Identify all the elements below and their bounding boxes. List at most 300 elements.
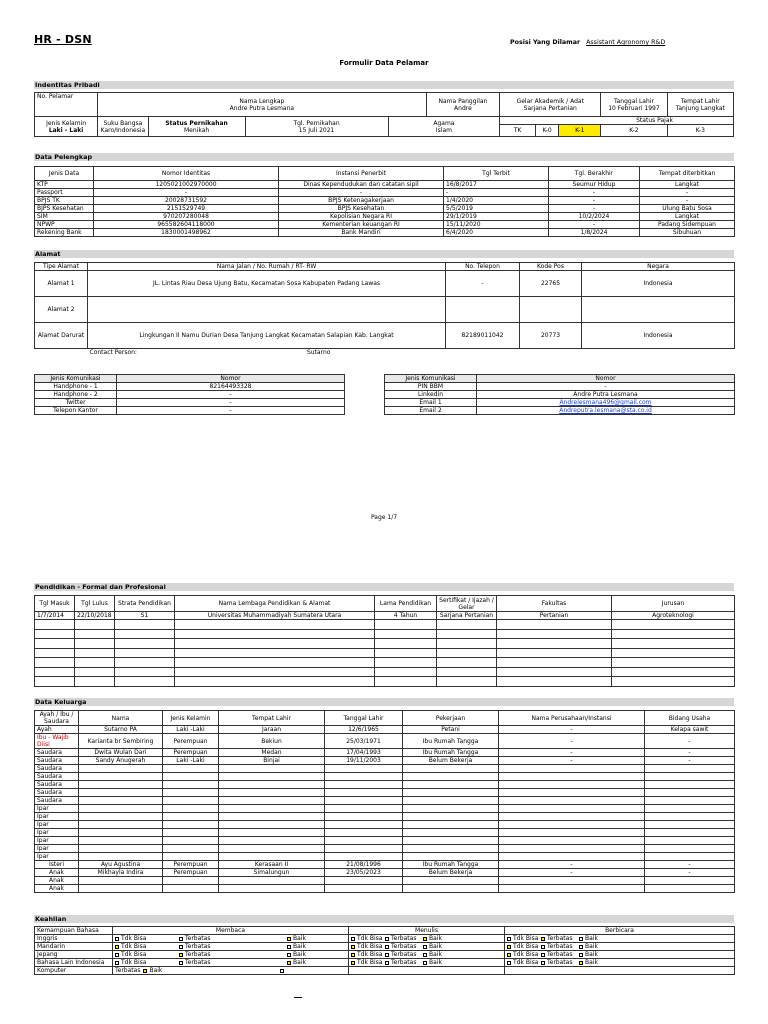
keluarga-cell — [219, 805, 325, 813]
skill-option-terbatas[interactable] — [541, 951, 575, 958]
keluarga-cell — [219, 781, 325, 789]
alamat-postal — [520, 297, 582, 323]
checkbox-icon[interactable] — [179, 961, 183, 965]
skill-option-tdk[interactable] — [351, 951, 385, 958]
pendidikan-cell — [612, 639, 735, 649]
pelengkap-cell: SIM — [35, 213, 94, 221]
tempat-lahir-value: Tanjung Langkat — [675, 104, 725, 112]
tgl-lahir-label: Tanggal Lahir — [613, 97, 654, 105]
pajak-label: Status Pajak — [500, 117, 734, 125]
skill-option-terbatas[interactable] — [179, 943, 243, 950]
keluarga-cell — [163, 789, 219, 797]
panggilan-label: Nama Panggilan — [438, 97, 488, 105]
skill-option-baik[interactable] — [579, 943, 619, 950]
skill-option-tdk[interactable] — [115, 935, 179, 942]
skill-option-label: Tdk Bisa — [513, 935, 539, 942]
checkbox-icon[interactable] — [179, 945, 183, 949]
skill-option-baik[interactable] — [579, 959, 619, 966]
pendidikan-cell — [75, 677, 115, 687]
pendidikan-cell — [375, 677, 437, 687]
pendidikan-cell: 4 Tahun — [375, 612, 437, 620]
checkbox-icon[interactable] — [423, 937, 427, 941]
keluarga-cell — [645, 853, 735, 861]
checkbox-icon[interactable] — [507, 953, 511, 957]
pelengkap-cell: 20028731592 — [94, 197, 279, 205]
komunikasi-cell: Twitter — [35, 399, 117, 407]
alamat-country: Indonesia — [582, 323, 735, 349]
skill-option-terbatas[interactable] — [179, 935, 243, 942]
keluarga-cell — [645, 845, 735, 853]
keluarga-cell — [163, 781, 219, 789]
komunikasi-cell: PIN BBM — [385, 383, 477, 391]
pajak-option[interactable]: K-0 — [536, 125, 559, 137]
pelengkap-cell: - — [94, 189, 279, 197]
keluarga-cell: Anak — [35, 869, 79, 877]
checkbox-icon[interactable] — [541, 945, 545, 949]
skill-option-label: Tdk Bisa — [121, 959, 147, 966]
suku-label: Suku Bangsa — [103, 119, 143, 127]
keluarga-cell — [79, 805, 163, 813]
keluarga-row — [35, 829, 735, 837]
checkbox-icon[interactable] — [351, 953, 355, 957]
skill-option-tdk[interactable] — [115, 943, 179, 950]
agama-value: Islam — [435, 126, 452, 134]
checkbox-icon[interactable] — [385, 937, 389, 941]
skill-s-cell — [505, 935, 735, 943]
checkbox-icon[interactable] — [423, 953, 427, 957]
keluarga-cell — [219, 821, 325, 829]
komunikasi-cell: Handphone - 1 — [35, 383, 117, 391]
komunikasi-cell: Linkedin — [385, 391, 477, 399]
keluarga-cell — [325, 853, 403, 861]
pelengkap-cell: Padang Sidempuan — [640, 221, 735, 229]
pendidikan-cell — [497, 620, 612, 630]
keluarga-cell — [645, 805, 735, 813]
keluarga-cell: Kerasaan II — [219, 861, 325, 869]
checkbox-icon[interactable] — [287, 961, 291, 965]
keluarga-cell — [499, 845, 645, 853]
skill-option-tdk[interactable] — [351, 943, 385, 950]
keluarga-table — [34, 710, 735, 893]
checkbox-icon[interactable] — [579, 937, 583, 941]
pelengkap-cell: - — [549, 189, 640, 197]
keluarga-cell: Karianta br Sembiring — [79, 734, 163, 749]
skill-option-baik[interactable] — [579, 951, 619, 958]
komunikasi-cell: - — [117, 399, 345, 407]
pendidikan-cell — [497, 639, 612, 649]
skill-option-label: Baik — [293, 951, 306, 958]
komunikasi-cell: Handphone - 2 — [35, 391, 117, 399]
keluarga-cell — [499, 781, 645, 789]
skill-option-terbatas[interactable] — [541, 959, 575, 966]
skill-option-label: Baik — [585, 943, 598, 950]
skill-option-label: Terbatas — [185, 959, 211, 966]
skill-option-label: Terbatas — [391, 943, 417, 950]
checkbox-icon[interactable] — [115, 953, 119, 957]
alamat-header: No. Telepon — [446, 263, 520, 271]
skill-option-baik[interactable] — [287, 959, 327, 966]
pendidikan-cell — [497, 629, 612, 639]
skill-option-baik[interactable] — [579, 935, 619, 942]
pendidikan-header-row — [35, 596, 735, 612]
jk-cell — [35, 117, 98, 137]
skill-m-cell — [113, 959, 349, 967]
skill-option-label: Terbatas — [547, 959, 573, 966]
keluarga-cell — [499, 853, 645, 861]
pendidikan-cell — [175, 677, 375, 687]
checkbox-icon[interactable] — [351, 945, 355, 949]
keluarga-cell: - — [645, 757, 735, 765]
email-link[interactable]: Andrelesmana496@gmail.com — [477, 399, 735, 407]
position-label: Posisi Yang Dilamar — [510, 39, 581, 46]
skill-option-terbatas[interactable] — [179, 959, 243, 966]
alamat-type: Alamat 1 — [35, 271, 88, 297]
section-keluarga: Data Keluarga — [34, 698, 734, 706]
keluarga-cell — [79, 765, 163, 773]
keluarga-cell — [325, 877, 403, 885]
keluarga-cell: Saudara — [35, 789, 79, 797]
keluarga-cell: Isteri — [35, 861, 79, 869]
keahlian-row — [35, 959, 735, 967]
alamat-postal: 20773 — [520, 323, 582, 349]
pendidikan-row-empty — [35, 677, 735, 687]
checkbox-icon[interactable] — [385, 945, 389, 949]
checkbox-icon[interactable] — [179, 937, 183, 941]
keluarga-cell — [403, 829, 499, 837]
keluarga-cell: Ipar — [35, 845, 79, 853]
checkbox-icon[interactable] — [287, 937, 291, 941]
keluarga-cell — [499, 813, 645, 821]
checkbox-icon[interactable] — [541, 961, 545, 965]
keluarga-cell: Ipar — [35, 821, 79, 829]
checkbox-icon[interactable] — [115, 937, 119, 941]
alamat-header: Negara — [582, 263, 735, 271]
komunikasi-header-row — [385, 375, 735, 383]
checkbox-icon[interactable] — [115, 961, 119, 965]
pelengkap-row — [35, 181, 735, 189]
alamat-country: Indonesia — [582, 271, 735, 297]
skill-option-label: Tdk Bisa — [513, 951, 539, 958]
skill-option-label: Tdk Bisa — [357, 959, 383, 966]
keluarga-cell: Perempuan — [163, 734, 219, 749]
keluarga-cell — [499, 885, 645, 893]
checkbox-icon[interactable] — [287, 945, 291, 949]
keluarga-cell — [325, 789, 403, 797]
keluarga-cell — [403, 853, 499, 861]
pelengkap-table — [34, 166, 735, 237]
checkbox-icon[interactable] — [385, 961, 389, 965]
skill-option-tdk[interactable] — [507, 951, 541, 958]
keluarga-cell: Ipar — [35, 813, 79, 821]
pendidikan-cell — [437, 620, 497, 630]
pendidikan-row-empty — [35, 620, 735, 630]
checkbox-icon[interactable] — [385, 953, 389, 957]
checkbox-icon[interactable] — [280, 969, 284, 973]
skill-option-baik[interactable] — [287, 951, 327, 958]
pajak-option[interactable]: K-3 — [667, 125, 733, 137]
komunikasi-cell: Email 1 — [385, 399, 477, 407]
pelengkap-cell: 2151529749 — [94, 205, 279, 213]
pelengkap-row — [35, 189, 735, 197]
komunikasi-cell: 82164493328 — [117, 383, 345, 391]
suku-value: Karo/Indonesia — [100, 126, 146, 134]
skill-option-tdk[interactable] — [507, 943, 541, 950]
checkbox-icon[interactable] — [579, 953, 583, 957]
keluarga-cell: - — [499, 726, 645, 734]
identitas-table — [34, 92, 734, 137]
pendidikan-cell — [497, 677, 612, 687]
section-alamat: Alamat — [34, 250, 734, 258]
keluarga-cell — [163, 813, 219, 821]
keluarga-cell: - — [645, 869, 735, 877]
keluarga-cell: - — [645, 734, 735, 749]
pendidikan-row-empty — [35, 667, 735, 677]
keahlian-header: Menulis — [349, 927, 505, 935]
checkbox-icon[interactable] — [579, 945, 583, 949]
checkbox-icon[interactable] — [423, 961, 427, 965]
nama-value: Andre Putra Lesmana — [229, 104, 295, 112]
checkbox-icon[interactable] — [423, 945, 427, 949]
keluarga-cell — [403, 885, 499, 893]
keluarga-cell — [325, 885, 403, 893]
keluarga-cell: Saudara — [35, 773, 79, 781]
no-pelamar-label: No. Pelamar — [35, 93, 98, 117]
pelengkap-cell: 1/4/2020 — [444, 197, 549, 205]
nama-cell — [98, 93, 426, 117]
keluarga-cell — [645, 829, 735, 837]
keluarga-cell — [645, 885, 735, 893]
pelengkap-header: Nomor Identitas — [94, 167, 279, 181]
pelengkap-cell: Kepolisian Negara RI — [279, 213, 444, 221]
language-name: Inggris — [35, 935, 113, 943]
pendidikan-cell: Agroteknologi — [612, 612, 735, 620]
skill-option-terbatas[interactable] — [385, 951, 419, 958]
pelengkap-cell: 1205021002970000 — [94, 181, 279, 189]
checkbox-icon[interactable] — [579, 961, 583, 965]
pendidikan-cell — [612, 667, 735, 677]
pendidikan-cell — [497, 658, 612, 668]
keluarga-cell — [219, 837, 325, 845]
skill-option-terbatas[interactable] — [179, 951, 243, 958]
komunikasi-row — [385, 407, 735, 415]
keluarga-cell: Perempuan — [163, 861, 219, 869]
komunikasi-row — [35, 383, 345, 391]
pendidikan-cell — [612, 648, 735, 658]
checkbox-icon[interactable] — [115, 945, 119, 949]
keluarga-cell — [219, 885, 325, 893]
checkbox-icon[interactable] — [507, 961, 511, 965]
skill-option-label: Tdk Bisa — [357, 943, 383, 950]
pendidikan-row-empty — [35, 629, 735, 639]
komunikasi-cell: Telepon Kantor — [35, 407, 117, 415]
skill-m-cell — [113, 943, 349, 951]
pelengkap-row — [35, 229, 735, 237]
keluarga-cell — [403, 773, 499, 781]
skill-option-baik[interactable] — [423, 943, 463, 950]
pelengkap-cell: Langkat — [640, 181, 735, 189]
keluarga-cell — [79, 773, 163, 781]
pajak-option[interactable]: TK — [500, 125, 536, 137]
pelengkap-header: Tgl. Berakhir — [549, 167, 640, 181]
checkbox-icon[interactable] — [143, 969, 147, 973]
pendidikan-cell — [437, 648, 497, 658]
keluarga-row — [35, 813, 735, 821]
pendidikan-header: Nama Lembaga Pendidikan & Alamat — [175, 596, 375, 612]
alamat-street — [88, 297, 446, 323]
skill-option-terbatas[interactable] — [385, 943, 419, 950]
pelengkap-cell: KTP — [35, 181, 94, 189]
keluarga-cell: 21/08/1996 — [325, 861, 403, 869]
skill-option-terbatas[interactable] — [541, 943, 575, 950]
alamat-spacer — [35, 349, 88, 357]
pendidikan-cell — [375, 629, 437, 639]
alamat-type: Alamat Darurat — [35, 323, 88, 349]
checkbox-icon[interactable] — [541, 953, 545, 957]
keluarga-row — [35, 757, 735, 765]
keluarga-cell — [645, 773, 735, 781]
alamat-phone — [446, 297, 520, 323]
panggilan-cell — [426, 93, 500, 117]
skill-option-label: Terbatas — [547, 935, 573, 942]
skill-option-tdk[interactable] — [507, 959, 541, 966]
pelengkap-row — [35, 213, 735, 221]
pendidikan-cell — [612, 620, 735, 630]
checkbox-icon[interactable] — [351, 961, 355, 965]
skill-option-label: Terbatas — [391, 951, 417, 958]
contact-label: Contact Person: — [89, 349, 137, 356]
pajak-option-selected[interactable]: K-1 — [559, 125, 601, 137]
pendidikan-header: Jurusan — [612, 596, 735, 612]
keluarga-cell: - — [499, 869, 645, 877]
keluarga-cell — [79, 781, 163, 789]
pendidikan-cell — [75, 629, 115, 639]
email-link[interactable]: Andreputra.lesmana@sta.co.id — [477, 407, 735, 415]
keluarga-cell — [163, 837, 219, 845]
form-title: Formulir Data Pelamar — [339, 59, 429, 67]
keluarga-cell: Ipar — [35, 837, 79, 845]
komunikasi-header: Jenis Komunikasi — [385, 375, 477, 383]
pendidikan-cell — [115, 629, 175, 639]
skill-option-tdk[interactable] — [507, 935, 541, 942]
pajak-option[interactable]: K-2 — [601, 125, 667, 137]
alamat-street: JL. Lintas Riau Desa Ujung Batu, Kecamatan Sosa Kabupaten Padang Lawas — [88, 271, 446, 297]
keluarga-cell — [219, 773, 325, 781]
skill-option-tdk[interactable] — [351, 935, 385, 942]
keluarga-cell — [403, 789, 499, 797]
komunikasi-cell: Email 2 — [385, 407, 477, 415]
skill-option-tdk[interactable] — [115, 959, 179, 966]
skill-w-cell — [349, 935, 505, 943]
checkbox-icon[interactable] — [507, 937, 511, 941]
keluarga-cell — [403, 805, 499, 813]
skill-option-label: Baik — [293, 943, 306, 950]
skill-option-tdk[interactable] — [351, 959, 385, 966]
pendidikan-cell — [612, 658, 735, 668]
keluarga-cell: Ipar — [35, 853, 79, 861]
keluarga-cell — [163, 797, 219, 805]
skill-option-label: Terbatas — [391, 959, 417, 966]
keluarga-row — [35, 781, 735, 789]
skill-option-baik[interactable] — [423, 959, 463, 966]
keluarga-row — [35, 845, 735, 853]
pendidikan-cell — [612, 629, 735, 639]
keluarga-cell: Saudara — [35, 757, 79, 765]
skill-option-terbatas[interactable] — [541, 935, 575, 942]
alamat-spacer — [446, 349, 735, 357]
skill-option-label: Tdk Bisa — [357, 935, 383, 942]
keluarga-row — [35, 765, 735, 773]
keluarga-row — [35, 749, 735, 757]
keluarga-cell — [499, 797, 645, 805]
keluarga-cell — [163, 885, 219, 893]
keluarga-cell — [499, 829, 645, 837]
keluarga-cell — [403, 765, 499, 773]
skill-option-baik[interactable] — [287, 935, 327, 942]
skill-option-terbatas[interactable] — [385, 935, 419, 942]
pelengkap-row — [35, 205, 735, 213]
skill-option-tdk[interactable] — [115, 951, 179, 958]
nama-label: Nama Lengkap — [239, 97, 285, 105]
tgl-lahir-cell — [601, 93, 667, 117]
skill-option-terbatas[interactable]: Terbatas — [115, 967, 141, 974]
checkbox-icon[interactable] — [507, 945, 511, 949]
pendidikan-cell — [375, 639, 437, 649]
pendidikan-header: Lama Pendidikan — [375, 596, 437, 612]
pelengkap-cell: Sibuhuan — [640, 229, 735, 237]
keluarga-cell — [219, 877, 325, 885]
skill-option-label: Tdk Bisa — [121, 935, 147, 942]
keluarga-cell: 19/11/2003 — [325, 757, 403, 765]
keluarga-cell — [325, 797, 403, 805]
skill-option-baik[interactable]: Baik — [149, 967, 163, 974]
pendidikan-cell — [175, 629, 375, 639]
language-name: Komputer — [35, 967, 113, 975]
position-applied — [510, 39, 665, 46]
keluarga-row — [35, 837, 735, 845]
skill-option-baik[interactable] — [423, 935, 463, 942]
keahlian-header: Kemampuan Bahasa — [35, 927, 113, 935]
keluarga-header: Nama Perusahaan/Instansi — [499, 711, 645, 726]
pendidikan-cell — [115, 677, 175, 687]
keluarga-cell: Anak — [35, 885, 79, 893]
pendidikan-cell — [497, 648, 612, 658]
checkbox-icon[interactable] — [179, 953, 183, 957]
skill-option-terbatas[interactable] — [385, 959, 419, 966]
checkbox-icon[interactable] — [541, 937, 545, 941]
keluarga-cell: Laki -Laki — [163, 726, 219, 734]
pendidikan-cell: S1 — [115, 612, 175, 620]
keluarga-cell — [79, 821, 163, 829]
keluarga-header: Ayah / Ibu / Saudara — [35, 711, 79, 726]
keluarga-cell: - — [499, 734, 645, 749]
checkbox-icon[interactable] — [351, 937, 355, 941]
pelengkap-cell: - — [444, 189, 549, 197]
alamat-phone: 82189011042 — [446, 323, 520, 349]
checkbox-icon[interactable] — [287, 953, 291, 957]
keluarga-cell: - — [645, 861, 735, 869]
pelengkap-header: Instansi Penerbit — [279, 167, 444, 181]
page-number: Page 1/7 — [370, 514, 398, 521]
skill-option-label: Baik — [429, 943, 442, 950]
pelengkap-cell: BPJS TK — [35, 197, 94, 205]
skill-option-label: Tdk Bisa — [121, 951, 147, 958]
alamat-phone: - — [446, 271, 520, 297]
keluarga-cell: 17/04/1993 — [325, 749, 403, 757]
skill-option-baik[interactable] — [287, 943, 327, 950]
skill-option-baik[interactable] — [423, 951, 463, 958]
keluarga-row — [35, 789, 735, 797]
skill-option-label: Tdk Bisa — [357, 951, 383, 958]
